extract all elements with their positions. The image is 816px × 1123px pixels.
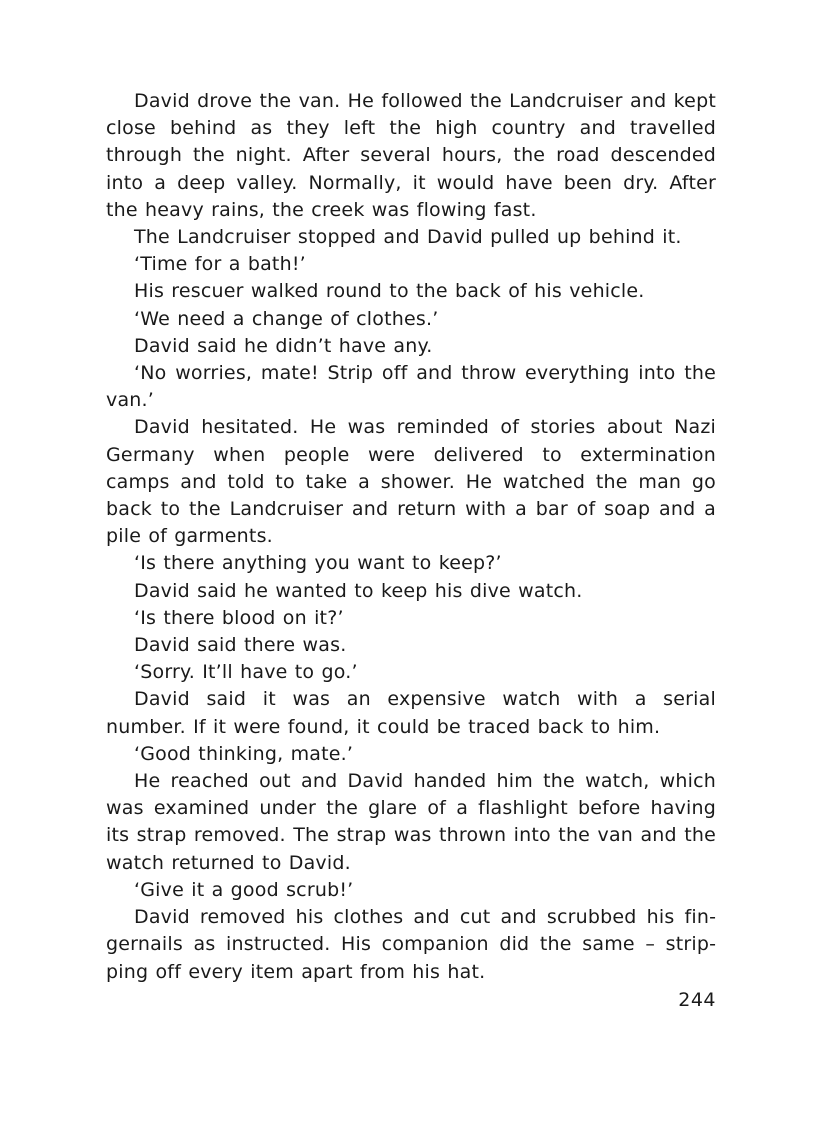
- paragraph: ‘Time for a bath!’: [134, 253, 306, 276]
- paragraph: ‘Is there blood on it?’: [134, 606, 344, 629]
- paragraph: David said he wanted to keep his dive watch.: [134, 579, 583, 602]
- paragraph: David said he didn’t have any.: [134, 334, 433, 357]
- paragraph: David said there was.: [134, 634, 347, 657]
- paragraph: ‘No worries, mate! Strip off and throw everything into the van.’: [106, 362, 716, 412]
- page-number: 244: [678, 989, 716, 1011]
- page-body: [106, 88, 716, 986]
- paragraph: David drove the van. He followed the Landcruiser and kept close behind as they left the high country and travelled through the night. After several hours, the road descended into a deep valley. Normally, it would have been dry. After the heavy rains, the creek was flowing fast.: [106, 90, 716, 221]
- paragraph: ‘Is there anything you want to keep?’: [134, 552, 502, 575]
- paragraph: David removed his clothes and cut and scrubbed his fingernails as instructed. His companion did the same – stripping off every item apart from his hat.: [106, 906, 716, 983]
- paragraph: David hesitated. He was reminded of stories about Nazi Germany when people were delivered to extermination camps and told to take a shower. He watched the man go back to the Landcruiser and return with a bar of soap and a pile of garments.: [106, 416, 716, 548]
- paragraph: ‘We need a change of clothes.’: [134, 307, 439, 330]
- paragraph: He reached out and David handed him the watch, which was examined under the glare of a flashlight before having its strap removed. The strap was thrown into the van and the watch returned to David.: [106, 770, 716, 874]
- paragraph: David said it was an expensive watch with a serial number. If it were found, it could be traced back to him.: [106, 688, 716, 738]
- paragraph: The Landcruiser stopped and David pulled up behind it.: [134, 226, 682, 249]
- paragraph: ‘Give it a good scrub!’: [134, 878, 354, 901]
- paragraph: His rescuer walked round to the back of his vehicle.: [134, 280, 645, 303]
- paragraph: ‘Sorry. It’ll have to go.’: [134, 661, 358, 684]
- paragraph: ‘Good thinking, mate.’: [134, 742, 354, 765]
